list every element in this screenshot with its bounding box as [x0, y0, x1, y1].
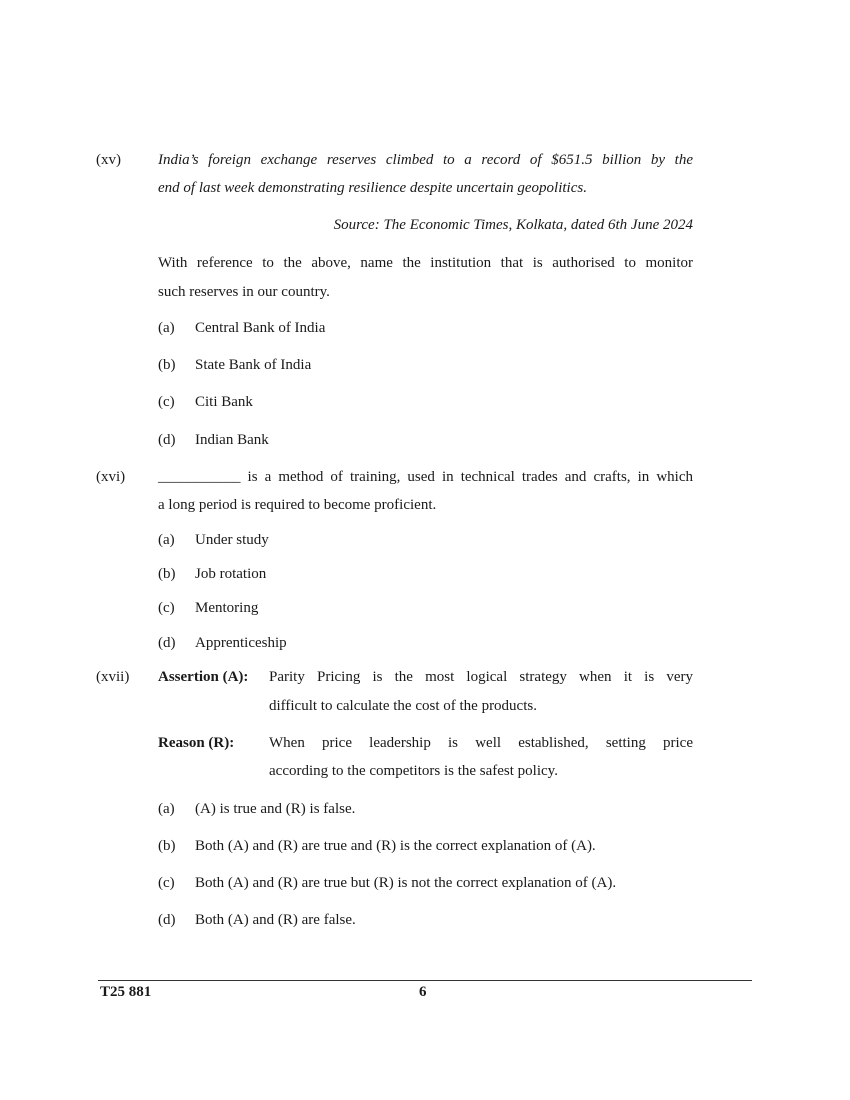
- q16-option-d-text: Apprenticeship: [195, 635, 287, 651]
- q15-prompt-line-2: such reserves in our country.: [158, 284, 330, 300]
- question-number-xvi: (xvi): [96, 469, 126, 485]
- q16-option-c-text: Mentoring: [195, 600, 259, 616]
- q15-quote-line-1: India’s foreign exchange reserves climbed to a record of $651.5 billion by the: [158, 152, 693, 168]
- assertion-label: Assertion (A):: [158, 669, 249, 685]
- reason-label: Reason (R):: [158, 735, 235, 751]
- q16-option-b-text: Job rotation: [195, 566, 267, 582]
- paper-code: T25 881: [100, 984, 152, 1000]
- question-number-xv: (xv): [96, 152, 121, 168]
- q17-option-c-label: (c): [158, 875, 175, 891]
- assertion-line-2: difficult to calculate the cost of the products.: [269, 698, 537, 714]
- q15-prompt-line-1: With reference to the above, name the institution that is authorised to monitor: [158, 255, 693, 271]
- q17-option-d-text: Both (A) and (R) are false.: [195, 912, 356, 928]
- q15-option-a-text: Central Bank of India: [195, 320, 326, 336]
- q17-option-b-text: Both (A) and (R) are true and (R) is the correct explanation of (A).: [195, 838, 596, 854]
- page-number: 6: [419, 984, 427, 1000]
- q15-source: Source: The Economic Times, Kolkata, dated 6th June 2024: [333, 217, 693, 233]
- q15-option-d-text: Indian Bank: [195, 432, 269, 448]
- q15-option-b-text: State Bank of India: [195, 357, 312, 373]
- question-number-xvii: (xvii): [96, 669, 130, 685]
- q16-option-c-label: (c): [158, 600, 175, 616]
- reason-line-2: according to the competitors is the safest policy.: [269, 763, 558, 779]
- reason-line-1: When price leadership is well established, setting price: [269, 735, 693, 751]
- footer-divider: [98, 980, 752, 981]
- q16-option-a-text: Under study: [195, 532, 269, 548]
- q16-option-d-label: (d): [158, 635, 176, 651]
- q15-option-c-text: Citi Bank: [195, 394, 253, 410]
- q16-prompt-line-2: a long period is required to become proficient.: [158, 497, 437, 513]
- q15-quote-line-2: end of last week demonstrating resilience despite uncertain geopolitics.: [158, 180, 587, 196]
- q15-option-b-label: (b): [158, 357, 176, 373]
- q16-option-a-label: (a): [158, 532, 175, 548]
- q15-option-a-label: (a): [158, 320, 175, 336]
- q16-prompt-line-1: ___________ is a method of training, used in technical trades and crafts, in which: [158, 469, 693, 485]
- assertion-line-1: Parity Pricing is the most logical strategy when it is very: [269, 669, 693, 685]
- q17-option-b-label: (b): [158, 838, 176, 854]
- q17-option-d-label: (d): [158, 912, 176, 928]
- q17-option-a-label: (a): [158, 801, 175, 817]
- q16-option-b-label: (b): [158, 566, 176, 582]
- q15-option-c-label: (c): [158, 394, 175, 410]
- q17-option-a-text: (A) is true and (R) is false.: [195, 801, 356, 817]
- q15-option-d-label: (d): [158, 432, 176, 448]
- q17-option-c-text: Both (A) and (R) are true but (R) is not the correct explanation of (A).: [195, 875, 617, 891]
